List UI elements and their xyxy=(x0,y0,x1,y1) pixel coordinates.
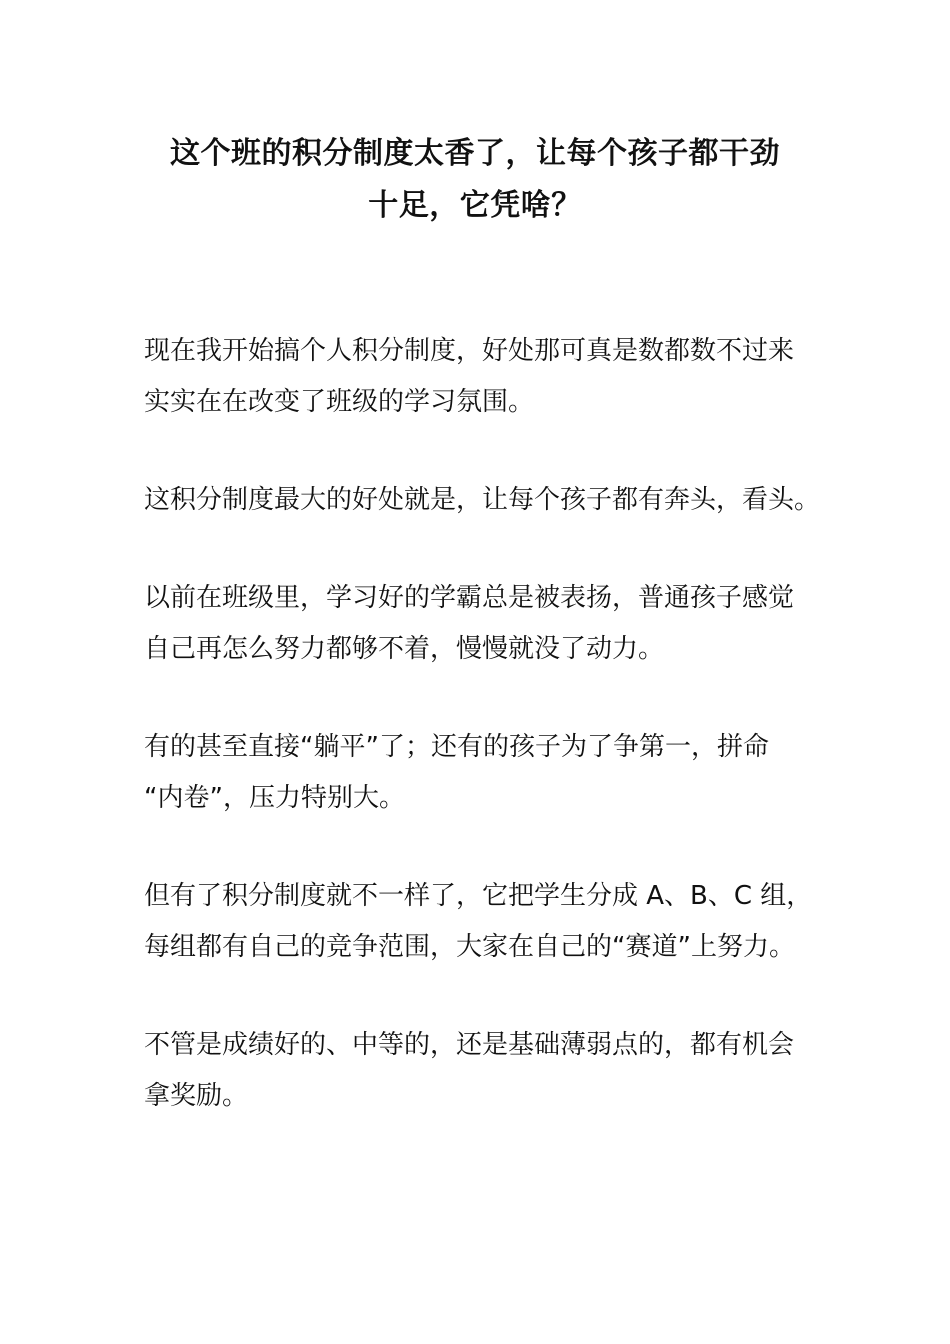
paragraph-line: 不管是成绩好的、中等的，还是基础薄弱点的，都有机会 xyxy=(144,1030,795,1060)
paragraph-line: 每组都有自己的竞争范围，大家在自己的“赛道”上努力。 xyxy=(144,932,795,962)
paragraph xyxy=(144,1020,844,1122)
title-line: 这个班的积分制度太香了，让每个孩子都干劲 xyxy=(170,136,780,171)
paragraph-line: 但有了积分制度就不一样了，它把学生分成 A、B、C 组， xyxy=(144,881,813,911)
paragraph-line: 拿奖励。 xyxy=(144,1081,249,1111)
paragraph xyxy=(144,573,844,675)
paragraph-line: 现在我开始搞个人积分制度，好处那可真是数都数不过来 xyxy=(144,336,795,366)
paragraph-line: “内卷”，压力特别大。 xyxy=(144,783,405,813)
paragraph xyxy=(144,722,844,824)
paragraph-line: 以前在班级里，学习好的学霸总是被表扬，普通孩子感觉 xyxy=(144,583,795,613)
article-title xyxy=(140,128,810,232)
paragraph-line: 这积分制度最大的好处就是，让每个孩子都有奔头，看头。 xyxy=(144,485,821,515)
paragraph-line: 有的甚至直接“躺平”了；还有的孩子为了争第一，拼命 xyxy=(144,732,769,762)
paragraph xyxy=(144,871,844,973)
article-body xyxy=(144,326,844,1169)
paragraph xyxy=(144,475,844,526)
title-line: 十足，它凭啥？ xyxy=(368,188,582,223)
paragraph-line: 实实在在改变了班级的学习氛围。 xyxy=(144,387,535,417)
paragraph-line: 自己再怎么努力都够不着，慢慢就没了动力。 xyxy=(144,634,665,664)
paragraph xyxy=(144,326,844,428)
